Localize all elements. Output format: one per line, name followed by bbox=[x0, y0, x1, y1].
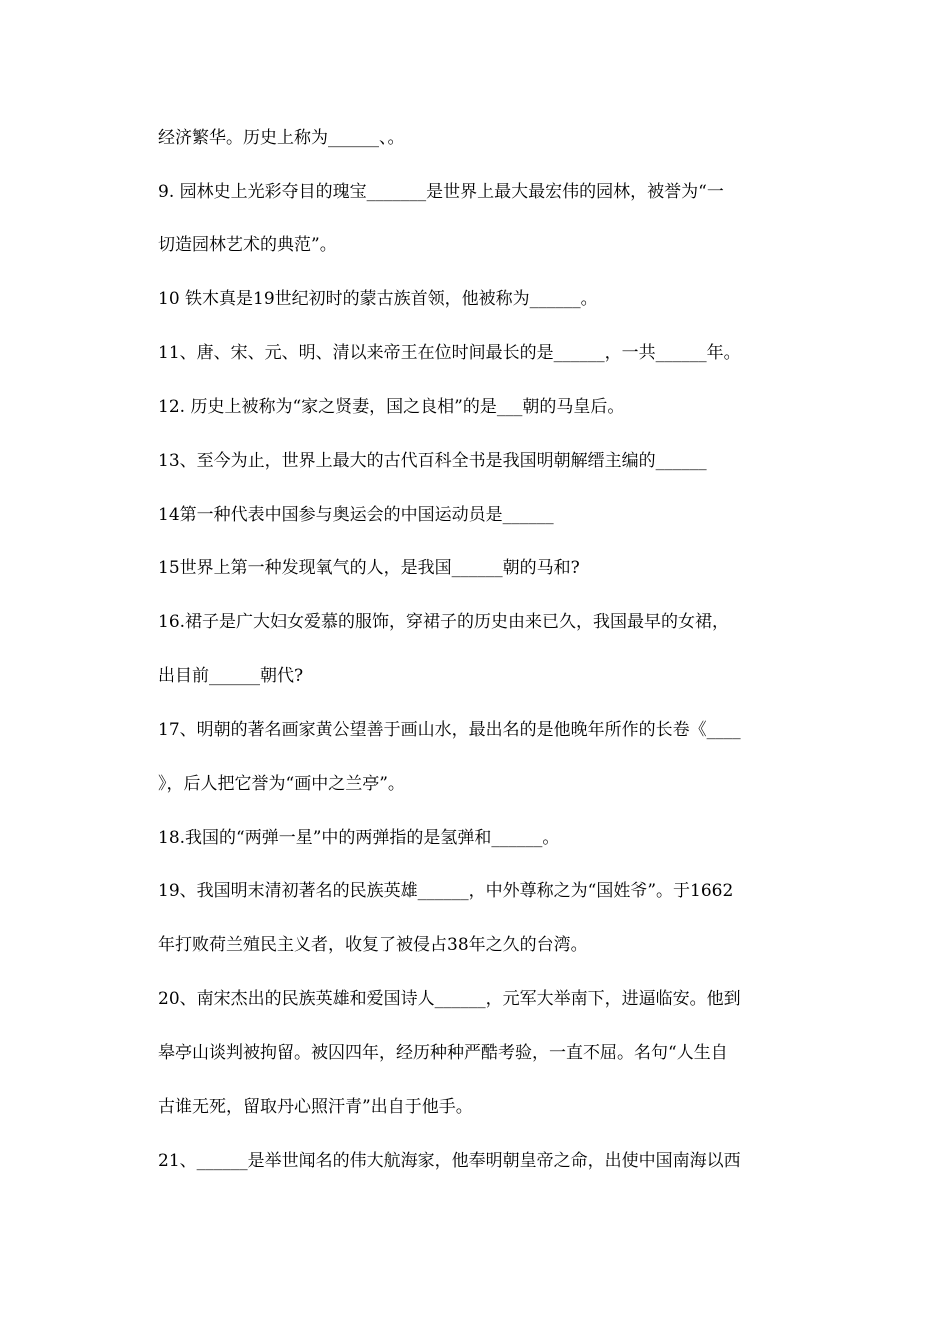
question-20-line-1: 20、南宋杰出的民族英雄和爱国诗人______，元军大举南下，进逼临安。他到 bbox=[158, 989, 741, 1009]
question-12: 12. 历史上被称为“家之贤妻，国之良相”的是___朝的马皇后。 bbox=[158, 397, 625, 417]
question-19-line-1: 19、我国明末清初著名的民族英雄______，中外尊称之为“国姓爷”。于1662 bbox=[158, 881, 734, 901]
text-line-1: 经济繁华。历史上称为______、。 bbox=[158, 128, 405, 148]
question-20-line-3: 古谁无死，留取丹心照汗青”出自于他手。 bbox=[158, 1097, 473, 1117]
question-15: 15世界上第一种发现氧气的人，是我国______朝的马和? bbox=[158, 558, 580, 578]
question-17-line-2: 》，后人把它誉为“画中之兰亭”。 bbox=[158, 774, 405, 794]
question-17-line-1: 17、明朝的著名画家黄公望善于画山水，最出名的是他晚年所作的长卷《____ bbox=[158, 720, 741, 740]
question-16-line-2: 出目前______朝代? bbox=[158, 666, 304, 686]
question-11: 11、唐、宋、元、明、清以来帝王在位时间最长的是______，一共______年。 bbox=[158, 343, 741, 363]
question-19-line-2: 年打败荷兰殖民主义者，收复了被侵占38年之久的台湾。 bbox=[158, 935, 588, 955]
question-16-line-1: 16.裙子是广大妇女爱慕的服饰，穿裙子的历史由来已久，我国最早的女裙， bbox=[158, 612, 730, 632]
question-14: 14第一种代表中国参与奥运会的中国运动员是______ bbox=[158, 505, 554, 525]
question-21-line-1: 21、______是举世闻名的伟大航海家，他奉明朝皇帝之命，出使中国南海以西 bbox=[158, 1151, 741, 1171]
question-20-line-2: 皋亭山谈判被拘留。被囚四年，经历种种严酷考验，一直不屈。名句“人生自 bbox=[158, 1043, 728, 1063]
question-10: 10 铁木真是19世纪初时的蒙古族首领，他被称为______。 bbox=[158, 289, 598, 309]
question-18: 18.我国的“两弹一星”中的两弹指的是氢弹和______。 bbox=[158, 828, 560, 848]
question-9-line-1: 9. 园林史上光彩夺目的瑰宝_______是世界上最大最宏伟的园林，被誉为“一 bbox=[158, 182, 724, 202]
question-13: 13、至今为止，世界上最大的古代百科全书是我国明朝解缙主编的______ bbox=[158, 451, 707, 471]
question-9-line-2: 切造园林艺术的典范”。 bbox=[158, 235, 337, 255]
